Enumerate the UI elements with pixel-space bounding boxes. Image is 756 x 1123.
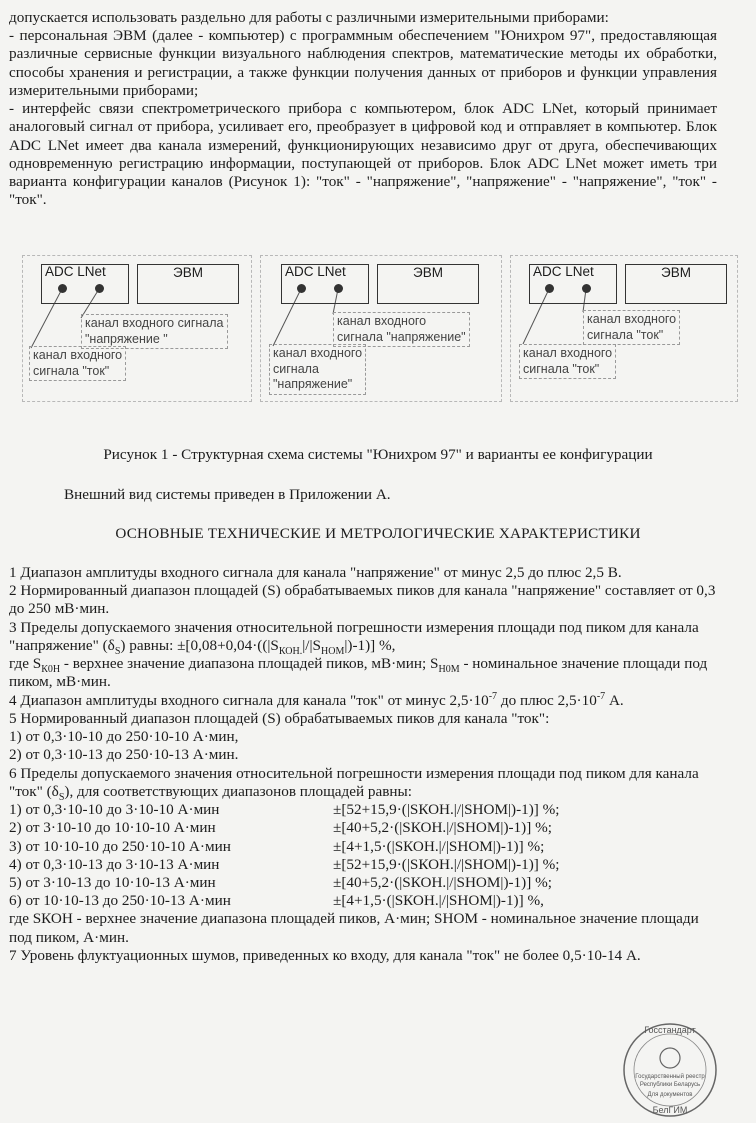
config-panel-voltage-voltage — [260, 255, 502, 402]
channel-1-terminal — [58, 284, 67, 293]
evm-label: ЭВМ — [413, 265, 443, 280]
label-line: канал входного — [33, 348, 123, 362]
channel-label-voltage-a — [333, 312, 470, 347]
spec-1: 1 Диапазон амплитуды входного сигнала для канала "напряжение" от минус 2,5 до плюс 2,5 В. — [9, 564, 622, 581]
evm-block — [625, 264, 727, 304]
spec-3-text: 3 Пределы допускаемого значения относительной погрешности измерения площади под пиком для канала "напряжение" (δ — [9, 618, 699, 654]
label-line: канал входного — [587, 312, 677, 326]
label-line: сигнала "ток" — [587, 327, 664, 342]
range-label: 4) от 0,3·10-13 до 3·10-13 А·мин — [9, 855, 220, 873]
stamp-text: Для документов — [647, 1092, 693, 1098]
adc-lnet-label: ADC LNet — [285, 264, 346, 279]
stamp-text: Государственный реестр — [635, 1074, 705, 1080]
evm-block — [377, 264, 479, 304]
spec-5: 5 Нормированный диапазон площадей (S) обрабатываемых пиков для канала "ток": — [9, 709, 550, 727]
spec-6-text: ), для соответствующих диапазонов площадей равны: — [64, 782, 412, 800]
adc-lnet-block — [529, 264, 617, 304]
appendix-note: Внешний вид системы приведен в Приложении А. — [64, 486, 391, 503]
adc-lnet-block — [41, 264, 129, 304]
intro-item-computer: - персональная ЭВМ (далее - компьютер) с программным обеспечением "Юнихром 97", предоставляющая различные сервисные функции визуального наблюдения спектров, математические методы их обработки, способы хранения и регистрации, а также функции получения данных от приборов и функции управления измерительными приборами; — [9, 27, 717, 99]
label-line: сигнала "ток" — [33, 363, 110, 378]
range-limit: ±[40+5,2·(|SКОН.|/|SНОМ|)-1)] %; — [333, 819, 552, 837]
stamp-text: Республики Беларусь — [639, 1082, 701, 1088]
stamp-text-top: Госстандарт — [644, 1025, 696, 1035]
label-line: сигнала "напряжение" — [337, 329, 466, 344]
subscript: НОМ — [321, 645, 345, 657]
channel-label-voltage — [81, 314, 228, 349]
intro-line-1: допускается использовать раздельно для работы с различными измерительными приборами: — [9, 9, 609, 26]
superscript: -7 — [488, 690, 498, 702]
range-row — [9, 838, 717, 856]
subscript: Н0М — [438, 664, 460, 676]
adc-lnet-block — [281, 264, 369, 304]
evm-block — [137, 264, 239, 304]
label-line: сигнала — [273, 361, 319, 376]
spec-6-text: 6 Пределы допускаемого значения относительной погрешности измерения площади под пиком для канала "ток" (δ — [9, 764, 699, 800]
range-label: 5) от 3·10-13 до 10·10-13 А·мин — [9, 873, 216, 891]
spec-6 — [9, 765, 717, 801]
range-label: 3) от 10·10-10 до 250·10-10 А·мин — [9, 837, 231, 855]
channel-1-terminal — [545, 284, 554, 293]
range-limit: ±[52+15,9·(|SКОН.|/|SНОМ|)-1)] %; — [333, 801, 560, 819]
legend-text: где S — [9, 655, 42, 673]
spec-5-range-1: 1) от 0,3·10-10 до 250·10-10 А·мин, — [9, 728, 239, 746]
range-limit: ±[4+1,5·(|SКОН.|/|SНОМ|)-1)] %, — [333, 892, 544, 910]
subscript: S — [114, 645, 121, 657]
label-line: канал входного — [523, 346, 613, 360]
spec-5-range-2: 2) от 0,3·10-13 до 250·10-13 А·мин. — [9, 746, 239, 764]
legend-text: - номинальное значение площади под пиком, мВ·мин. — [9, 655, 708, 691]
spec-3-text: ) равны: ±[0,08+0,04·((|S — [120, 636, 279, 654]
range-limit: ±[4+1,5·(|SКОН.|/|SНОМ|)-1)] %; — [333, 837, 545, 855]
spec-4-text: А. — [605, 691, 624, 709]
channel-label-current — [29, 346, 126, 381]
range-row — [9, 819, 717, 837]
channel-1-terminal — [297, 284, 306, 293]
evm-label: ЭВМ — [661, 265, 691, 280]
legend-text: - верхнее значение диапазона площадей пиков, мВ·мин; S — [60, 655, 439, 673]
label-line: "напряжение " — [85, 331, 168, 346]
adc-lnet-label: ADC LNet — [533, 264, 594, 279]
spec-3-text: |)-1)] %, — [344, 636, 396, 654]
certification-stamp — [620, 1020, 720, 1120]
spec-4 — [9, 692, 717, 710]
spec-3-text: |/|S — [302, 636, 321, 654]
adc-lnet-label: ADC LNet — [45, 264, 106, 279]
range-limit: ±[52+15,9·(|SКОН.|/|SНОМ|)-1)] %; — [333, 855, 560, 873]
specifications — [9, 564, 717, 965]
range-label: 2) от 3·10-10 до 10·10-10 А·мин — [9, 819, 216, 837]
channel-2-terminal — [95, 284, 104, 293]
channel-label-current-b — [519, 344, 616, 379]
channel-2-terminal — [582, 284, 591, 293]
spec-4-text: 4 Диапазон амплитуды входного сигнала для канала "ток" от минус 2,5·10 — [9, 691, 489, 709]
label-line: канал входного — [337, 314, 427, 328]
label-line: канал входного сигнала — [85, 316, 224, 330]
range-row — [9, 801, 717, 819]
range-label: 6) от 10·10-13 до 250·10-13 А·мин — [9, 892, 231, 910]
subscript: КОН. — [278, 645, 303, 657]
range-row — [9, 856, 717, 874]
channel-label-current-a — [583, 310, 680, 345]
label-line: канал входного — [273, 346, 363, 360]
range-row — [9, 892, 717, 910]
figure-caption: Рисунок 1 - Структурная схема системы "Юнихром 97" и варианты ее конфигурации — [103, 446, 653, 463]
intro-item-adc-lnet: - интерфейс связи спектрометрического прибора с компьютером, блок ADC LNet, который принимает аналоговый сигнал от прибора, усиливает его, преобразует в цифровой код и отправляет в компьютер. Блок ADC LNet имеет два канала измерений, функционирующих независимо друг от друга, обеспечивающих одновременную регистрацию информации, поступающей от приборов. Блок ADC LNet может иметь три варианта конфигурации каналов (Рисунок 1): "ток" - "напряжение", "напряжение" - "напряжение", "ток" - "ток". — [9, 100, 717, 209]
evm-label: ЭВМ — [173, 265, 203, 280]
channel-2-terminal — [334, 284, 343, 293]
section-heading: ОСНОВНЫЕ ТЕХНИЧЕСКИЕ И МЕТРОЛОГИЧЕСКИЕ ХАРАКТЕРИСТИКИ — [115, 525, 641, 542]
spec-4-text: до плюс 2,5·10 — [497, 691, 597, 709]
config-panel-current-current — [510, 255, 738, 402]
label-line: "напряжение" — [273, 377, 353, 392]
spec-7: 7 Уровень флуктуационных шумов, приведенных ко входу, для канала "ток" не более 0,5·10-14 А. — [9, 946, 641, 964]
intro-text — [9, 9, 717, 210]
spec-3 — [9, 619, 717, 655]
subscript: S — [58, 791, 65, 803]
spec-6-legend: где SКОН - верхнее значение диапазона площадей пиков, А·мин; SНОМ - номинальное значение площади под пиком, А·мин. — [9, 910, 699, 946]
superscript: -7 — [596, 690, 606, 702]
stamp-text-bottom: БелГИМ — [652, 1105, 688, 1115]
config-panel-current-voltage — [22, 255, 252, 402]
spec-2: 2 Нормированный диапазон площадей (S) обрабатываемых пиков для канала "напряжение" составляет от 0,3 до 250 мВ·мин. — [9, 582, 716, 618]
range-label: 1) от 0,3·10-10 до 3·10-10 А·мин — [9, 801, 220, 819]
range-row — [9, 874, 717, 892]
range-limit: ±[40+5,2·(|SКОН.|/|SНОМ|)-1)] %; — [333, 873, 552, 891]
subscript: К0Н — [41, 664, 61, 676]
channel-label-voltage-b — [269, 344, 366, 395]
spec-3-legend — [9, 655, 717, 691]
figure-1 — [22, 255, 742, 405]
label-line: сигнала "ток" — [523, 361, 600, 376]
